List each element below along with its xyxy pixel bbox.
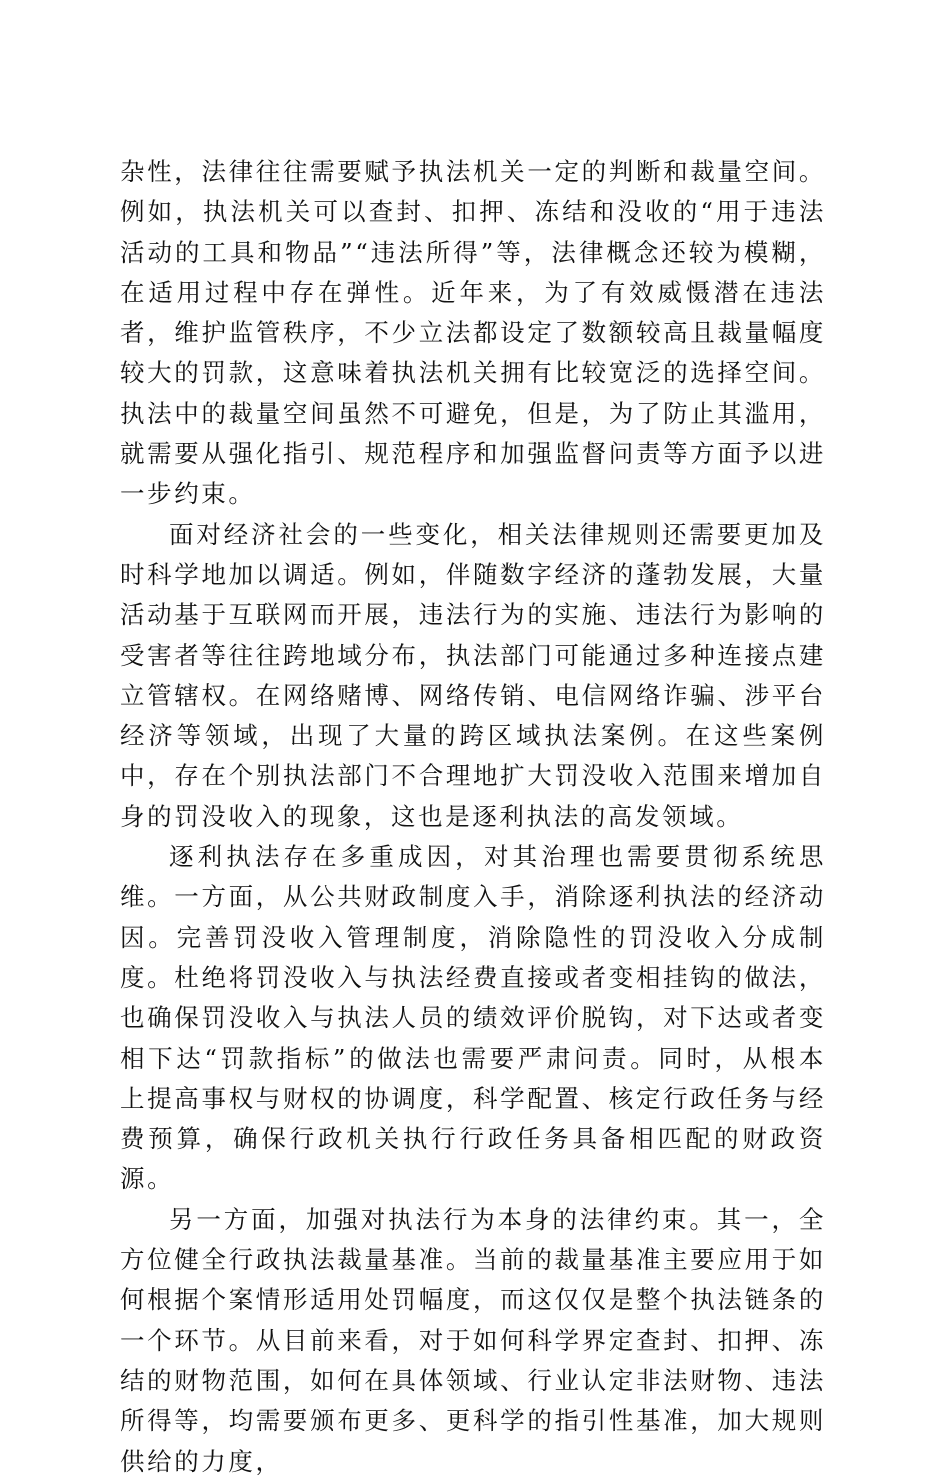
paragraph-4: 另一方面，加强对执法行为本身的法律约束。其一，全方位健全行政执法裁量基准。当前的裁量基准主要应用于如何根据个案情形适用处罚幅度，而这仅仅是整个执法链条的一个环节。从目前来看，对于如何科学界定查封、扣押、冻结的财物范围，如何在具体领域、行业认定非法财物、违法所得等，均需要颁布更多、更科学的指引性基准，加大规则供给的力度， [120, 1204, 826, 1476]
paragraph-3: 逐利执法存在多重成因，对其治理也需要贯彻系统思维。一方面，从公共财政制度入手，消除逐利执法的经济动因。完善罚没收入管理制度，消除隐性的罚没收入分成制度。杜绝将罚没收入与执法经费直接或者变相挂钩的做法，也确保罚没收入与执法人员的绩效评价脱钩，对下达或者变相下达“罚款指标”的做法也需要严肃问责。同时，从根本上提高事权与财权的协调度，科学配置、核定行政任务与经费预算，确保行政机关执行行政任务具备相匹配的财政资源。 [120, 842, 826, 1194]
paragraph-2: 面对经济社会的一些变化，相关法律规则还需要更加及时科学地加以调适。例如，伴随数字经济的蓬勃发展，大量活动基于互联网而开展，违法行为的实施、违法行为影响的受害者等往往跨地域分布，执法部门可能通过多种连接点建立管辖权。在网络赌博、网络传销、电信网络诈骗、涉平台经济等领域，出现了大量的跨区域执法案例。在这些案例中，存在个别执法部门不合理地扩大罚没收入范围来增加自身的罚没收入的现象，这也是逐利执法的高发领域。 [120, 519, 826, 831]
paragraph-1: 杂性，法律往往需要赋予执法机关一定的判断和裁量空间。例如，执法机关可以查封、扣押、冻结和没收的“用于违法活动的工具和物品”“违法所得”等，法律概念还较为模糊，在适用过程中存在弹性。近年来，为了有效威慑潜在违法者，维护监管秩序，不少立法都设定了数额较高且裁量幅度较大的罚款，这意味着执法机关拥有比较宽泛的选择空间。执法中的裁量空间虽然不可避免，但是，为了防止其滥用，就需要从强化指引、规范程序和加强监督问责等方面予以进一步约束。 [120, 157, 826, 509]
document-body [120, 152, 826, 1482]
